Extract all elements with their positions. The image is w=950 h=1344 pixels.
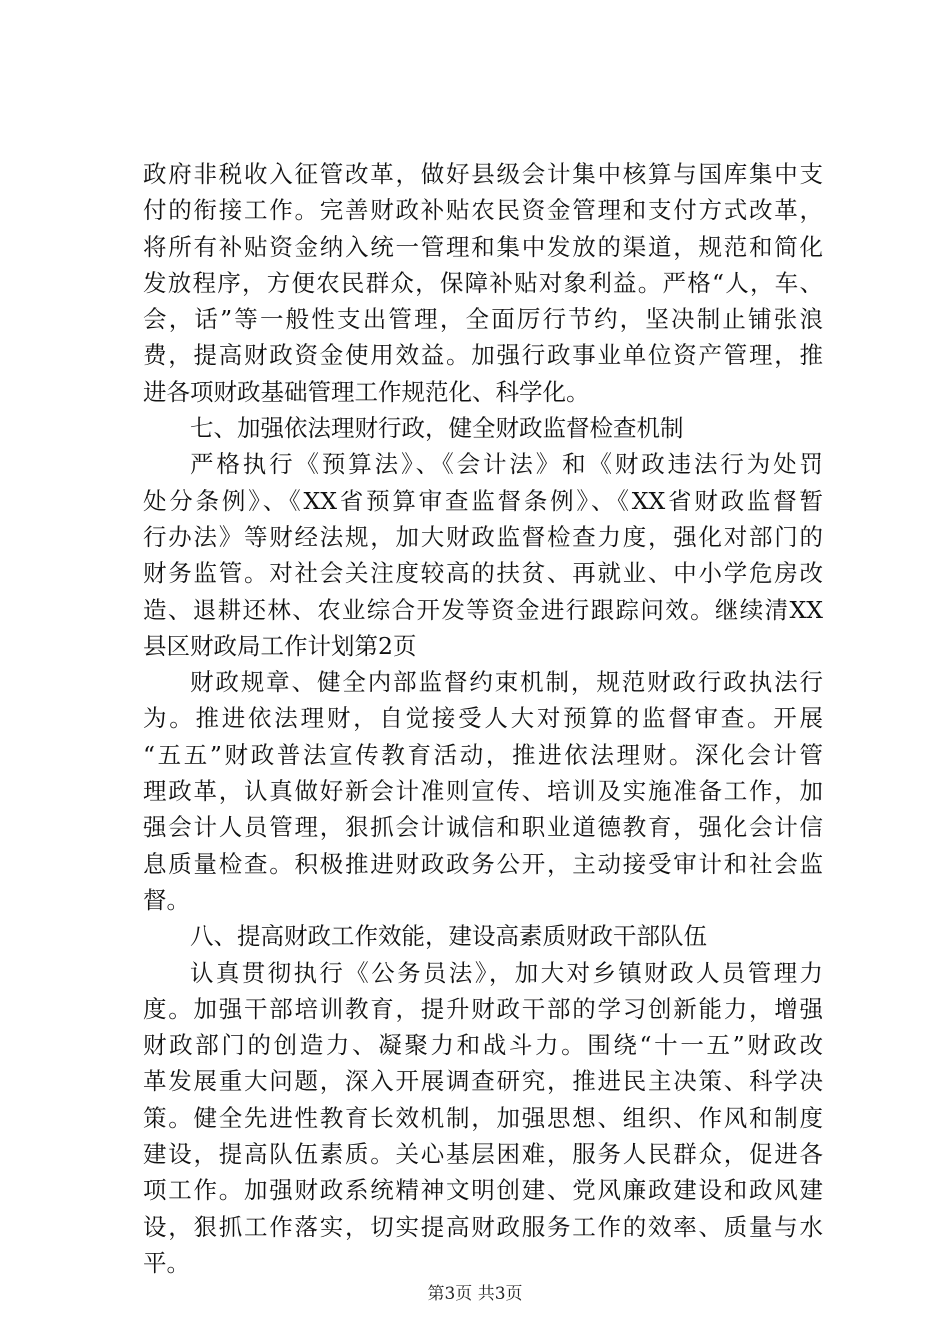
text-line: 行办法》等财经法规，加大财政监督检查力度，强化对部门的 [143, 522, 823, 551]
text-line: 度。加强干部培训教育，提升财政干部的学习创新能力，增强 [143, 994, 823, 1023]
text-line: 革发展重大问题，深入开展调查研究，推进民主决策、科学决 [143, 1067, 823, 1096]
text-line: 建设，提高队伍素质。关心基层困难，服务人民群众，促进各 [143, 1140, 823, 1169]
text-line: 财政部门的创造力、凝聚力和战斗力。围绕“十一五”财政改 [143, 1031, 823, 1060]
text-line: 费，提高财政资金使用效益。加强行政事业单位资产管理，推 [143, 341, 823, 370]
text-line: 财政规章、健全内部监督约束机制，规范财政行政执法行 [190, 668, 823, 697]
text-line: 财务监管。对社会关注度较高的扶贫、再就业、中小学危房改 [143, 559, 823, 588]
text-line: 项工作。加强财政系统精神文明创建、党风廉政建设和政风建 [143, 1176, 823, 1205]
text-line: “五五”财政普法宣传教育活动，推进依法理财。深化会计管 [143, 740, 823, 769]
text-line: 七、加强依法理财行政，健全财政监督检查机制 [190, 414, 684, 443]
text-line: 政府非税收入征管改革，做好县级会计集中核算与国库集中支 [143, 160, 823, 188]
text-line: 策。健全先进性教育长效机制，加强思想、组织、作风和制度 [143, 1103, 823, 1132]
text-line: 息质量检查。积极推进财政政务公开，主动接受审计和社会监 [143, 849, 823, 878]
text-line: 进各项财政基础管理工作规范化、科学化。 [143, 377, 590, 406]
text-line: 设，狠抓工作落实，切实提高财政服务工作的效率、质量与水 [143, 1212, 823, 1241]
text-line: 造、退耕还林、农业综合开发等资金进行跟踪问效。继续清XX [143, 595, 823, 624]
text-line: 处分条例》、《XX省预算审查监督条例》、《XX省财政监督暂 [143, 486, 823, 515]
text-line: 付的衔接工作。完善财政补贴农民资金管理和支付方式改革， [143, 196, 823, 225]
text-line: 会，话”等一般性支出管理，全面厉行节约，坚决制止铺张浪 [143, 305, 823, 334]
text-line: 县区财政局工作计划第2页 [143, 631, 417, 660]
text-line: 将所有补贴资金纳入统一管理和集中发放的渠道，规范和简化 [143, 232, 823, 261]
text-line: 认真贯彻执行《公务员法》，加大对乡镇财政人员管理力 [190, 958, 823, 987]
text-line: 理政革，认真做好新会计准则宣传、培训及实施准备工作，加 [143, 777, 823, 806]
text-line: 督。 [143, 885, 190, 914]
text-line: 为。推进依法理财，自觉接受人大对预算的监督审查。开展 [143, 704, 823, 733]
page-footer: 第3页 共3页 [427, 1284, 523, 1304]
text-line: 八、提高财政工作效能，建设高素质财政干部队伍 [190, 922, 707, 951]
text-line: 严格执行《预算法》、《会计法》和《财政违法行为处罚 [190, 450, 823, 479]
text-line: 强会计人员管理，狠抓会计诚信和职业道德教育，强化会计信 [143, 813, 823, 842]
text-line: 发放程序，方便农民群众，保障补贴对象利益。严格“人，车、 [143, 268, 823, 297]
document-body [143, 156, 823, 1281]
text-line: 平。 [143, 1248, 190, 1277]
